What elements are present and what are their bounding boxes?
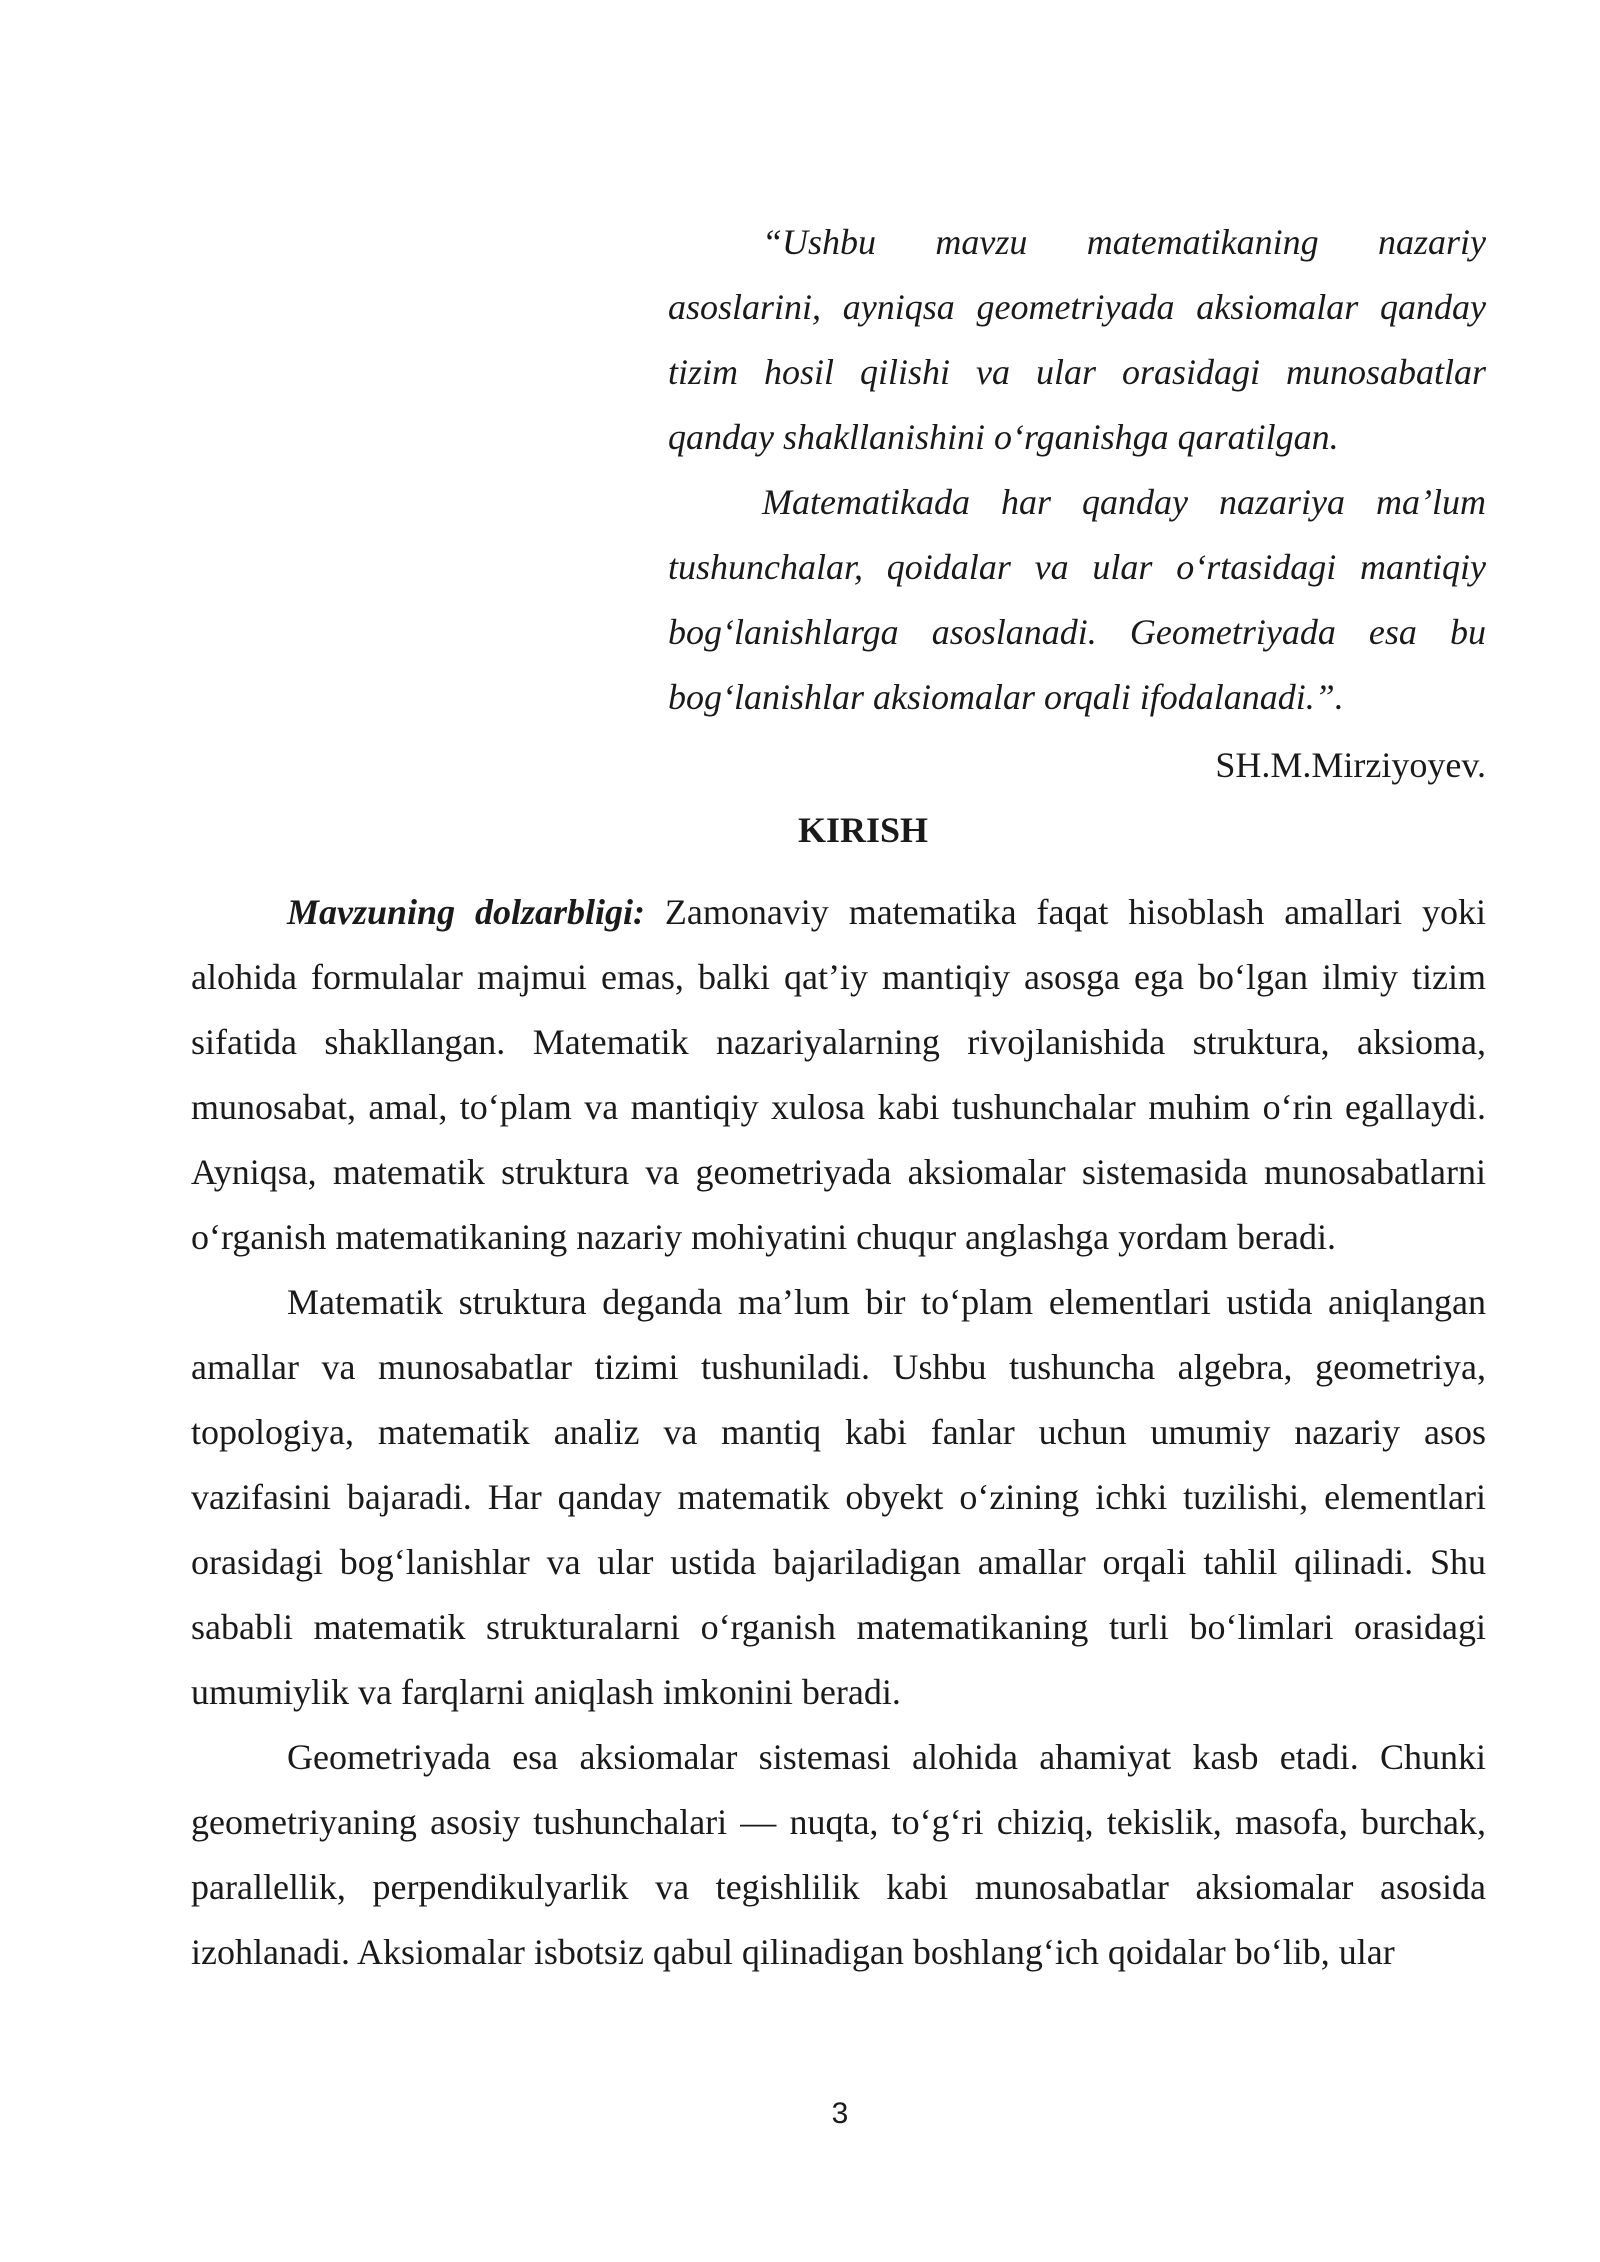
page-number: 3 <box>831 2097 849 2130</box>
body-paragraph-text: Zamonaviy matematika faqat hisoblash amallari yoki alohida formulalar majmui emas, balki qat’iy mantiqiy asosga ega bo‘lgan ilmiy tizim sifatida shakllangan. Matematik nazariyalarning rivojlanishida struktura, aksioma, munosabat, amal, to‘plam va mantiqiy xulosa kabi tushunchalar muhim o‘rin egallaydi. Ayniqsa, matematik struktura va geometriyada aksiomalar sistemasida munosabatlarni o‘rganish matematikaning nazariy mohiyatini chuqur anglashga yordam beradi. <box>191 892 1487 1257</box>
body-paragraph: Geometriyada esa aksiomalar sistemasi alohida ahamiyat kasb etadi. Chunki geometriyaning asosiy tushunchalari — nuqta, to‘g‘ri chiziq, tekislik, masofa, burchak, parallellik, perpendikulyarlik va tegishlilik kabi munosabatlar aksiomalar asosida izohlanadi. Aksiomalar isbotsiz qabul qilinadigan boshlang‘ich qoidalar bo‘lib, ular <box>191 1737 1486 1972</box>
body-paragraph: Matematik struktura deganda ma’lum bir to‘plam elementlari ustida aniqlangan amallar va munosabatlar tizimi tushuniladi. Ushbu tushuncha algebra, geometriya, topologiya, matematik analiz va mantiq kabi fanlar uchun umumiy nazariy asos vazifasini bajaradi. Har qanday matematik obyekt o‘zining ichki tuzilishi, elementlari orasidagi bog‘lanishlar va ular ustida bajariladigan amallar orqali tahlil qilinadi. Shu sababli matematik strukturalarni o‘rganish matematikaning turli bo‘limlari orasidagi umumiylik va farqlarni aniqlash imkonini beradi. <box>191 1282 1486 1712</box>
section-heading: KIRISH <box>797 810 929 850</box>
epigraph-author: SH.M.Mirziyoyev. <box>1215 745 1486 785</box>
epigraph <box>668 210 1486 730</box>
lead-label: Mavzuning dolzarbligi: <box>287 892 645 932</box>
epigraph-paragraph: Matematikada har qanday nazariya ma’lum tushunchalar, qoidalar va ular o‘rtasidagi mantiqiy bog‘lanishlarga asoslanadi. Geometriyada esa bu bog‘lanishlar aksiomalar orqali ifodalanadi.”. <box>668 482 1486 717</box>
body-paragraph <box>191 880 1486 1270</box>
epigraph-paragraph: “Ushbu mavzu matematikaning nazariy asoslarini, ayniqsa geometriyada aksiomalar qanday tizim hosil qilishi va ular orasidagi munosabatlar qanday shakllanishini o‘rganishga qaratilgan. <box>668 222 1486 457</box>
section-body <box>191 880 1486 1985</box>
